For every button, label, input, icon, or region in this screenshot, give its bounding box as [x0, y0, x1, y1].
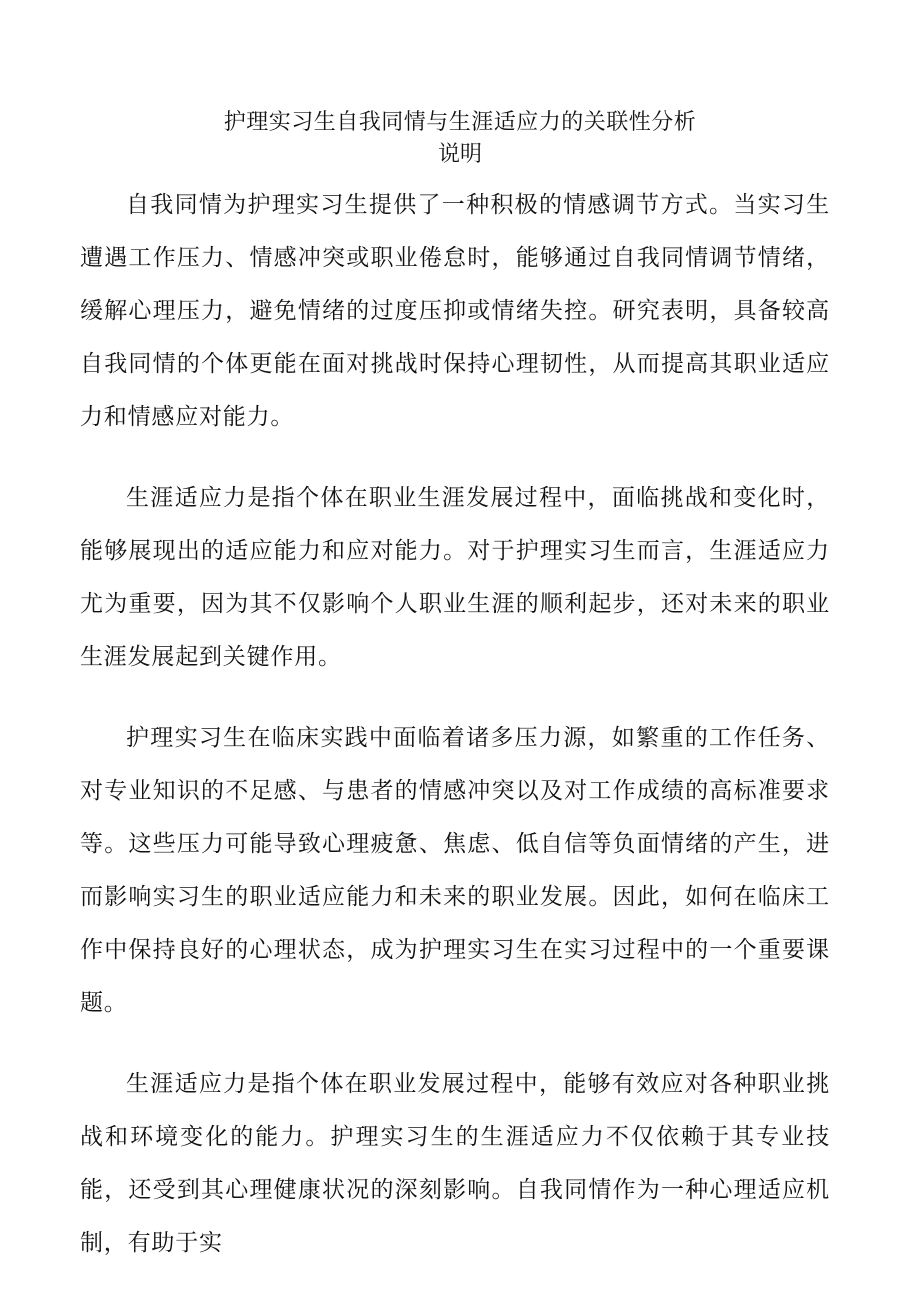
paragraph: 护理实习生在临床实践中面临着诸多压力源，如繁重的工作任务、对专业知识的不足感、与患者的情感冲突以及对工作成绩的高标准要求等。这些压力可能导致心理疲惫、焦虑、低自信等负面情绪的产生，进而影响实习生的职业适应能力和未来的职业发展。因此，如何在临床工作中保持良好的心理状态，成为护理实习生在实习过程中的一个重要课题。	[80, 725, 830, 1016]
paragraph: 自我同情为护理实习生提供了一种积极的情感调节方式。当实习生遭遇工作压力、情感冲突或职业倦怠时，能够通过自我同情调节情绪，缓解心理压力，避免情绪的过度压抑或情绪失控。研究表明，具备较高自我同情的个体更能在面对挑战时保持心理韧性，从而提高其职业适应力和情感应对能力。	[80, 192, 830, 430]
document-title: 护理实习生自我同情与生涯适应力的关联性分析	[223, 110, 697, 135]
document-subtitle: 说明	[437, 142, 482, 167]
paragraph: 生涯适应力是指个体在职业生涯发展过程中，面临挑战和变化时，能够展现出的适应能力和应对能力。对于护理实习生而言，生涯适应力尤为重要，因为其不仅影响个人职业生涯的顺利起步，还对未来的职业生涯发展起到关键作用。	[80, 485, 830, 670]
document-body	[80, 179, 830, 1298]
paragraph: 生涯适应力是指个体在职业发展过程中，能够有效应对各种职业挑战和环境变化的能力。护理实习生的生涯适应力不仅依赖于其专业技能，还受到其心理健康状况的深刻影响。自我同情作为一种心理适应机制，有助于实	[80, 1071, 830, 1256]
